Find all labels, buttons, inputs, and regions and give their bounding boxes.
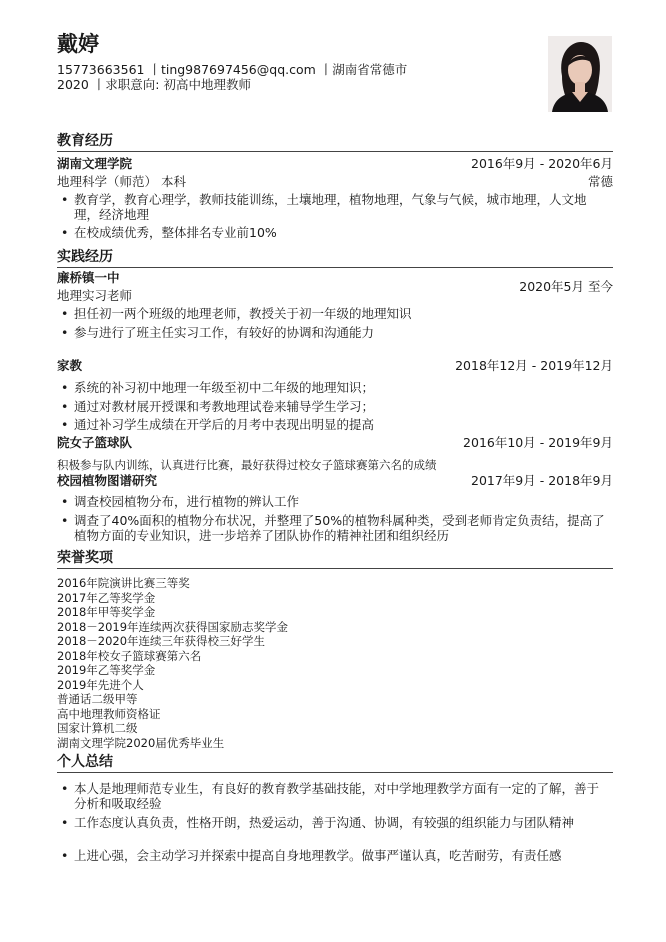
award-item: 湖南文理学院2020届优秀毕业生 (57, 735, 225, 750)
award-item: 普通话二级甲等 (57, 692, 138, 706)
portrait-image (548, 36, 612, 112)
practice-org: 校园植物图谱研究 (57, 473, 158, 488)
section-title-awards: 荣誉奖项 (57, 549, 613, 569)
practice-dates: 2017年9月 - 2018年9月 (471, 473, 613, 488)
practice-org: 院女子篮球队 (57, 435, 133, 450)
major: 地理科学（师范） 本科 (57, 174, 186, 189)
practice-dates: 2016年10月 - 2019年9月 (463, 435, 613, 450)
award-item: 2019年乙等奖学金 (57, 663, 156, 677)
award-item: 2018年校女子篮球赛第六名 (57, 648, 202, 663)
candidate-name: 戴婷 (57, 32, 99, 56)
practice-description: 积极参与队内训练，认真进行比赛，最好获得过校女子篮球赛第六名的成绩 (57, 458, 437, 472)
profile-photo (548, 36, 612, 112)
practice-dates: 2018年12月 - 2019年12月 (455, 358, 613, 373)
award-item: 2018－2019年连续两次获得国家励志奖学金 (57, 619, 289, 634)
education-dates: 2016年9月 - 2020年6月 (471, 156, 613, 171)
award-item: 国家计算机二级 (57, 721, 138, 735)
contact-line: 15773663561 丨ting987697456@qq.com 丨湖南省常德市 (57, 62, 408, 77)
award-item: 2019年先进个人 (57, 677, 144, 692)
school-name: 湖南文理学院 (57, 156, 133, 171)
practice-role: 地理实习老师 (57, 288, 133, 303)
practice-org: 家教 (57, 358, 83, 373)
job-intent-line: 2020 丨求职意向: 初高中地理教师 (57, 77, 251, 92)
section-title-summary: 个人总结 (57, 753, 613, 773)
award-item: 2016年院演讲比赛三等奖 (57, 576, 190, 590)
education-location: 常德 (587, 174, 613, 189)
section-title-education: 教育经历 (57, 132, 613, 152)
section-title-practice: 实践经历 (57, 248, 613, 268)
award-item: 2017年乙等奖学金 (57, 590, 156, 605)
practice-org: 廉桥镇一中 (57, 270, 120, 285)
practice-dates: 2020年5月 至今 (519, 279, 613, 294)
award-item: 高中地理教师资格证 (57, 706, 161, 721)
award-item: 2018年甲等奖学金 (57, 605, 156, 619)
award-item: 2018－2020年连续三年获得校三好学生 (57, 634, 266, 648)
